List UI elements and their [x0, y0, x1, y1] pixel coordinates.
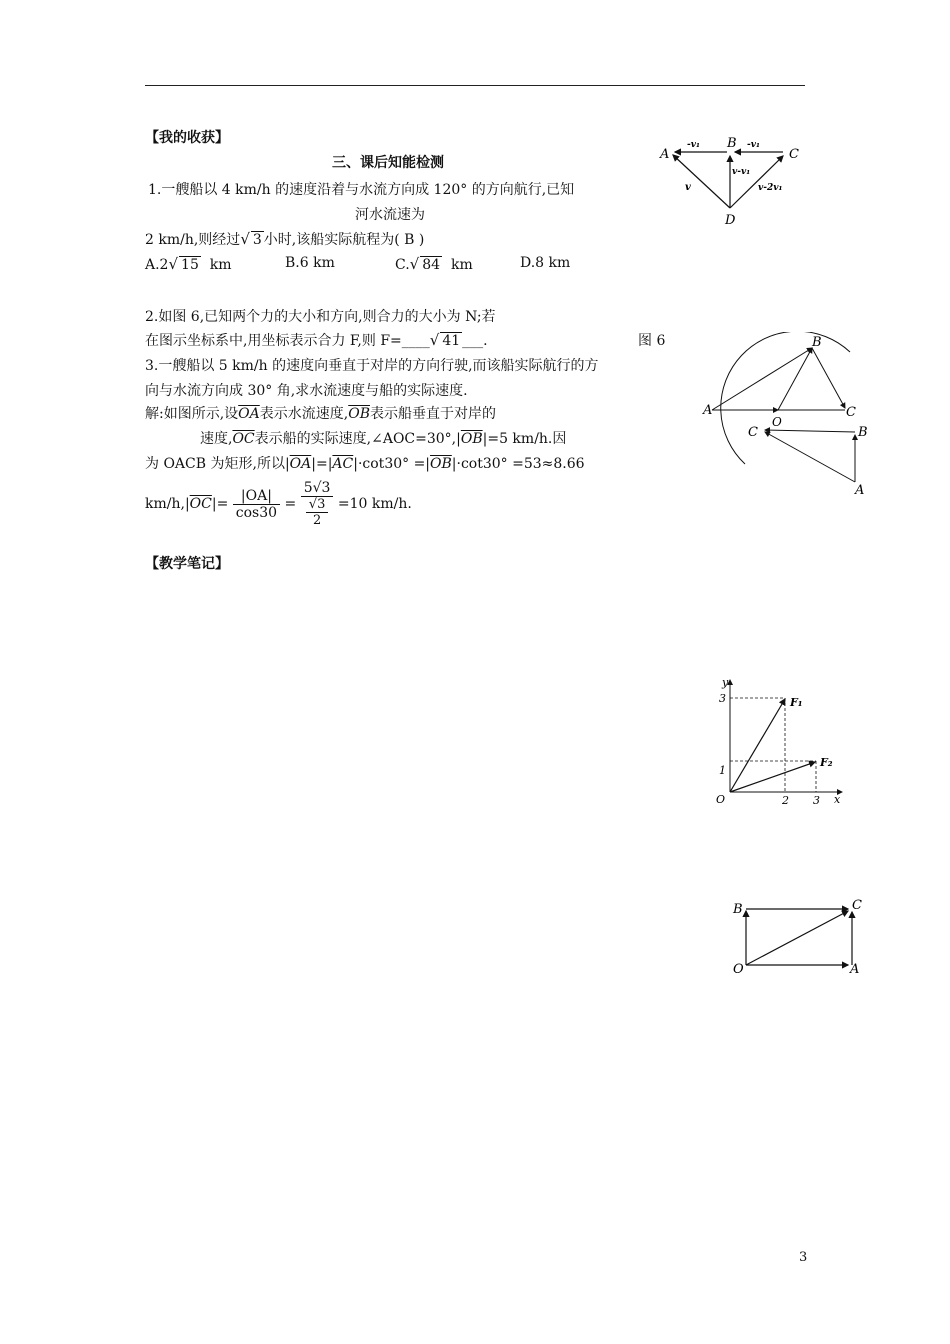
svg-text:A: A [855, 483, 865, 498]
q3-line1: 3.一艘船以 5 km/h 的速度向垂直于对岸的方向行驶,而该船实际航行的方 [145, 358, 599, 374]
svg-text:C: C [748, 425, 758, 440]
svg-text:C: C [789, 147, 799, 162]
figure-force-coordinates [712, 672, 847, 812]
page-number: 3 [799, 1250, 808, 1265]
svg-text:v: v [685, 182, 691, 193]
q1-line2: 河水流速为 [355, 207, 425, 223]
svg-text:3: 3 [813, 794, 820, 807]
svg-text:C: C [846, 405, 856, 420]
q3-solution-line4: $km/h,|\overline{OC}|=$ $\frac{|OA|}{\cos 30}$ = $\frac{5√3}{\frac{√3}{2}}$ =10 km/h. [145, 480, 412, 528]
svg-text:2: 2 [782, 794, 789, 807]
figure-vector-triangle [655, 130, 805, 230]
figure-rectangle-oacb [728, 895, 868, 980]
q1-option-b: B.6 km [285, 255, 335, 271]
svg-text:F₂: F₂ [820, 756, 833, 769]
svg-text:-v₁: -v₁ [747, 140, 760, 150]
svg-text:v-2v₁: v-2v₁ [758, 183, 783, 193]
svg-text:O: O [716, 793, 726, 806]
svg-text:A: A [703, 403, 713, 418]
fraction-oa-over-cos30: $\frac{|OA|}{\cos 30}$ [233, 488, 280, 521]
svg-text:x: x [834, 793, 841, 806]
figure-circle-rectangle [700, 332, 880, 502]
section-title: 三、课后知能检测 [332, 155, 444, 171]
q3-line2: 向与水流方向成 30° 角,求水流速度与船的实际速度. [145, 383, 468, 399]
svg-text:y: y [722, 676, 729, 689]
q1-option-a: A.2√ 15 km [145, 255, 232, 273]
q3-solution-line3: 为 OACB 为矩形,所以$|\overline{OA}|=|\overline{AC}|\cdot\cot 30^\circ =|\overline{OB}|\cdot\cot 30^\circ =53\approx 8.66$ [145, 456, 585, 472]
svg-text:-v₁: -v₁ [687, 140, 700, 150]
svg-text:B: B [812, 335, 822, 350]
teaching-notes-heading: 【教学笔记】 [145, 556, 229, 572]
q2-line1: 2.如图 6,已知两个力的大小和方向,则合力的大小为 N;若 [145, 309, 496, 325]
header-rule [145, 85, 805, 86]
harvest-heading: 【我的收获】 [145, 130, 229, 146]
svg-text:A: A [850, 962, 860, 977]
svg-text:O: O [772, 415, 782, 429]
q1-line1: 1.一艘船以 4 km/h 的速度沿着与水流方向成 120° 的方向航行,已知 [148, 182, 575, 198]
q1-option-d: D.8 km [520, 255, 571, 271]
svg-text:D: D [725, 213, 736, 228]
q1-line3: 2 km/h,则经过√ 3 小时,该船实际航程为( B ) [145, 230, 425, 248]
svg-text:v-v₁: v-v₁ [732, 167, 751, 177]
svg-text:3: 3 [719, 692, 726, 705]
svg-text:B: B [858, 425, 868, 440]
svg-text:B: B [727, 136, 737, 151]
q3-solution-line2: 速度$,\overline{OC}$表示船的实际速度$,\angle AOC=30^\circ,|\overline{OB}|=5$ km/h.因 [200, 431, 567, 447]
svg-text:1: 1 [719, 764, 726, 777]
svg-text:C: C [852, 898, 862, 913]
q2-line2: 在图示坐标系中,用坐标表示合力 F,则 F=____√ 41 ___. [145, 331, 488, 349]
svg-text:B: B [733, 902, 743, 917]
q3-solution-line1: 解:如图所示,设$\overline{OA}$表示水流速度$,\overline{OB}$表示船垂直于对岸的 [145, 406, 496, 422]
q1-option-c: C.√ 84 km [395, 255, 473, 273]
fraction-5sqrt3-over-sqrt3-2: $\frac{5√3}{\frac{√3}{2}}$ [301, 480, 334, 528]
svg-text:A: A [660, 147, 670, 162]
svg-text:F₁: F₁ [790, 696, 803, 709]
svg-text:O: O [733, 962, 744, 977]
figure-6-label: 图 6 [638, 333, 666, 349]
